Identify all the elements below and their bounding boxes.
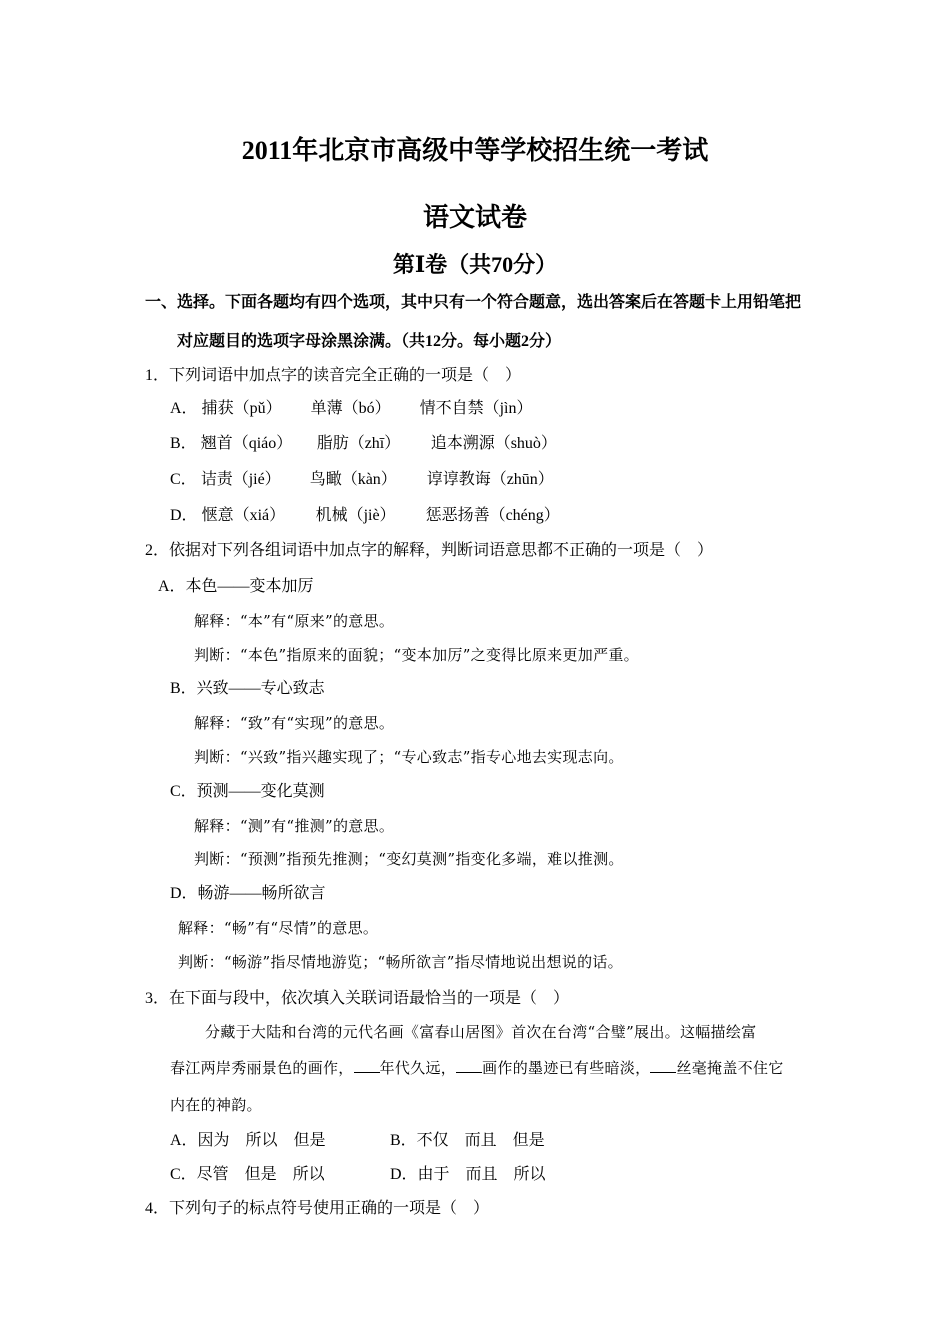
q2-option-d-judgment: 判断：“畅游”指尽情地游览；“畅所欲言”指尽情地说出想说的话。 [178,953,623,971]
fill-blank-2 [456,1060,482,1073]
option-item: 惬意（xiá） [201,507,286,524]
passage-text: 画作的墨迹已有些暗淡， [482,1059,651,1077]
q2-option-a-explanation: 解释：“本”有“原来”的意思。 [194,612,395,630]
option-label: C． [170,471,197,488]
q3-passage-line1: 分藏于大陆和台湾的元代名画《富春山居图》首次在台湾“合璧”展出。这幅描绘富 [205,1023,757,1041]
q3-passage-line2 [170,1057,784,1078]
option-label: D． [170,507,198,524]
q3-passage-line3: 内在的神韵。 [170,1096,262,1114]
q1-stem: 1．下列词语中加点字的读音完全正确的一项是（ ） [145,367,522,384]
q2-stem: 2．依据对下列各组词语中加点字的解释，判断词语意思都不正确的一项是（ ） [145,542,714,559]
volume-title: 第Ⅰ卷（共70分） [392,252,558,277]
section-instruction-line2: 对应题目的选项字母涂黑涂满。（共12分。每小题2分） [177,333,562,350]
option-item: 脂肪（zhī） [316,435,401,452]
q2-option-a-judgment: 判断：“本色”指原来的面貌；“变本加厉”之变得比原来更加严重。 [194,646,639,664]
option-item: 诘责（jié） [200,471,281,488]
q3-stem: 3．在下面与段中，依次填入关联词语最恰当的一项是（ ） [145,990,570,1007]
subject-title: 语文试卷 [422,203,527,232]
passage-text: 丝毫掩盖不住它 [676,1059,784,1077]
option-label: A． [170,400,198,417]
fill-blank-1 [354,1060,380,1073]
q1-option-a [170,395,532,418]
option-item: 单薄（bó） [310,400,391,417]
option-item: 惩恶扬善（chéng） [425,507,560,524]
q2-option-c-judgment: 判断：“预测”指预先推测；“变幻莫测”指变化多端，难以推测。 [194,850,624,868]
q3-option-c: C．尽管 但是 所以 [170,1166,325,1183]
passage-text: 年代久远， [379,1059,457,1077]
q1-option-c [170,466,554,489]
option-label: B． [170,435,197,452]
q1-option-d [170,502,560,525]
q2-option-b-head: B．兴致——专心致志 [170,680,325,697]
q2-option-d-explanation: 解释：“畅”有“尽情”的意思。 [178,919,379,937]
option-item: 追本溯源（shuò） [430,435,557,452]
q1-option-b [170,430,557,453]
exam-title: 2011年北京市高级中等学校招生统一考试 [241,136,709,165]
option-item: 情不自禁（jìn） [419,400,533,417]
q3-option-d: D．由于 而且 所以 [390,1166,546,1183]
fill-blank-3 [650,1060,676,1073]
option-item: 谆谆教诲（zhūn） [426,471,554,488]
option-item: 机械（jiè） [315,507,396,524]
option-item: 捕获（pǔ） [201,400,282,417]
option-item: 翘首（qiáo） [200,435,293,452]
q2-option-b-explanation: 解释：“致”有“实现”的意思。 [194,714,395,732]
passage-text: 春江两岸秀丽景色的画作， [170,1059,354,1077]
q2-option-c-head: C．预测——变化莫测 [170,783,325,800]
q2-option-c-explanation: 解释：“测”有“推测”的意思。 [194,817,395,835]
q2-option-b-judgment: 判断：“兴致”指兴趣实现了；“专心致志”指专心地去实现志向。 [194,748,624,766]
option-item: 鸟瞰（kàn） [309,471,397,488]
q2-option-d-head: D．畅游——畅所欲言 [170,885,326,902]
q3-option-a: A．因为 所以 但是 [170,1132,326,1149]
section-instruction-line1: 一、选择。下面各题均有四个选项，其中只有一个符合题意，选出答案后在答题卡上用铅笔把 [145,294,802,311]
q4-stem: 4．下列句子的标点符号使用正确的一项是（ ） [145,1200,490,1217]
q3-option-b: B．不仅 而且 但是 [390,1132,545,1149]
q2-option-a-head: A．本色——变本加厉 [158,578,314,595]
